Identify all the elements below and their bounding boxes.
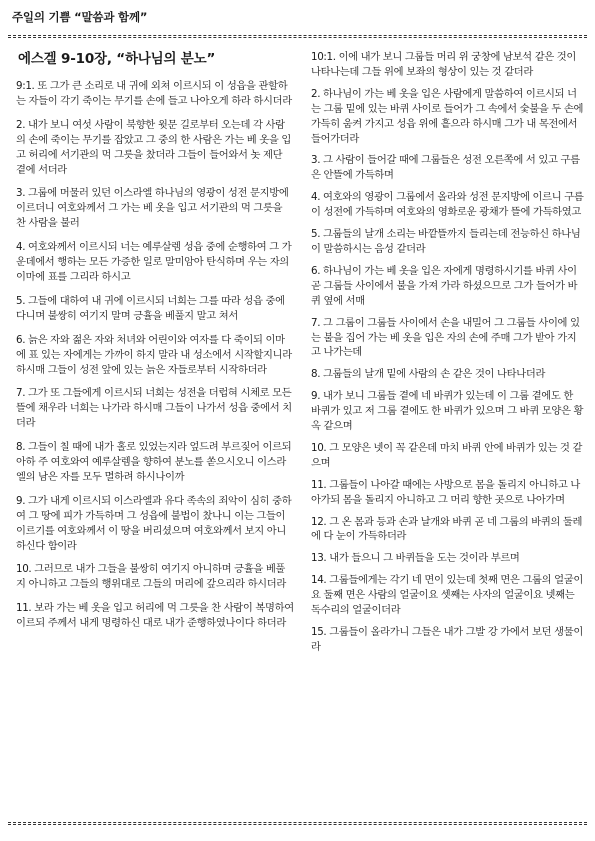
top-divider (8, 35, 587, 36)
verse-10-10: 10. 그 모양은 넷이 꼭 같은데 마치 바퀴 안에 바퀴가 있는 것 같으며 (311, 441, 583, 469)
verse-10-4: 4. 여호와의 영광이 그룹에서 올라와 성전 문지방에 이르니 구름이 성전에 가득하며 여호와의 영화로운 광채가 뜰에 가득하였고 (311, 191, 584, 219)
verse-10-14: 14. 그룹들에게는 각기 네 면이 있는데 첫째 면은 그룹의 얼굴이요 둘째 면은 사람의 얼굴이요 셋째는 사자의 얼굴이요 넷째는 독수리의 얼굴이더라 (311, 574, 583, 617)
verse-9-10: 10. 그러므로 내가 그들을 불쌍히 여기지 아니하며 긍휼을 베풀지 아니하고 그들의 행위대로 그들의 머리에 갚으리라 하시더라 (16, 563, 286, 591)
bottom-divider-secondary (8, 824, 587, 825)
verse-10-1: 10:1. 이에 내가 보니 그룹들 머리 위 궁창에 남보석 같은 것이 나타나는데 그들 위에 보좌의 형상이 있는 것 같더라 (311, 51, 577, 78)
verse-10-6: 6. 하나님이 가는 베 옷을 입은 자에게 명령하시기를 바퀴 사이 곧 그룹들 사이에서 불을 가져 가라 하셨으므로 그가 들어가 바퀴 옆에 서매 (311, 264, 578, 307)
left-column (16, 50, 294, 640)
verse-9-3: 3. 그룹에 머물러 있던 이스라엘 하나님의 영광이 성전 문지방에 이르더니 여호와께서 그 가는 베 옷을 입고 서기관의 먹 그릇을 찬 사람을 불러 (16, 187, 289, 230)
verse-10-13: 13. 내가 들으니 그 바퀴들을 도는 것이라 부르며 (311, 552, 520, 565)
chapter-title: 에스겔 9-10장, “하나님의 분노” (18, 51, 216, 67)
verse-10-12: 12. 그 온 몸과 등과 손과 날개와 바퀴 곧 네 그룹의 바퀴의 둘레에 다 눈이 가득하더라 (311, 515, 583, 543)
verse-9-6: 6. 늙은 자와 젊은 자와 처녀와 어린이와 여자를 다 죽이되 이마에 표 있는 자에게는 가까이 하지 말라 내 성소에서 시작할지니라 하시매 그들이 성전 앞에 있는 늙은 자들로부터 시작하더라 (16, 333, 292, 376)
right-column (311, 50, 585, 662)
top-divider-secondary (8, 37, 587, 38)
verse-10-11: 11. 그룹들이 나아갈 때에는 사방으로 몸을 돌리지 아니하고 나아가되 몸을 돌리지 아니하고 그 머리 향한 곳으로 나아가며 (311, 478, 581, 506)
verse-10-15: 15. 그룹들이 올라가니 그들은 내가 그발 강 가에서 보던 생물이라 (311, 626, 583, 653)
verse-10-2: 2. 하나님이 가는 베 옷을 입은 사람에게 말씀하여 이르시되 너는 그룹 밑에 있는 바퀴 사이로 들어가 그 속에서 숯불을 두 손에 가득히 움켜 가지고 성읍 위에 흩으라 하시매 그가 내 목전에서 들어가더라 (311, 87, 584, 145)
verse-10-9: 9. 내가 보니 그룹들 곁에 네 바퀴가 있는데 이 그룹 곁에도 한 바퀴가 있고 저 그룹 곁에도 한 바퀴가 있으며 그 바퀴 모양은 황옥 같으며 (311, 390, 584, 433)
verse-9-4: 4. 여호와께서 이르시되 너는 예루살렘 성읍 중에 순행하여 그 가운데에서 행하는 모든 가증한 일로 말미암아 탄식하며 우는 자의 이마에 표를 그리라 하시고 (16, 241, 292, 283)
verse-9-9: 9. 그가 내게 이르시되 이스라엘과 유다 족속의 죄악이 심히 중하여 그 땅에 피가 가득하며 그 성읍에 불법이 찼나니 이는 그들이 이르기를 여호와께서 이 땅을 버리셨으며 여호와께서 보지 아니하신다 함이라 (16, 494, 292, 552)
verse-9-8: 8. 그들이 칠 때에 내가 홀로 있었는지라 엎드려 부르짖어 이르되 아하 주 여호와여 예루살렘을 향하여 분노를 쏟으시오니 이스라엘의 남은 자를 모두 멸하려 하시나이까 (16, 441, 292, 483)
verse-9-1: 9:1. 또 그가 큰 소리로 내 귀에 외쳐 이르시되 이 성읍을 관할하는 자들이 각기 죽이는 무기를 손에 들고 나아오게 하라 하시더라 (16, 80, 292, 107)
bottom-divider (8, 822, 587, 823)
verse-10-3: 3. 그 사람이 들어갈 때에 그룹들은 성전 오른쪽에 서 있고 구름은 안뜰에 가득하며 (311, 154, 580, 182)
verse-9-7: 7. 그가 또 그들에게 이르시되 너희는 성전을 더럽혀 시체로 모든 뜰에 채우라 너희는 나가라 하시매 그들이 나가서 성읍 중에서 치더라 (16, 387, 292, 430)
verse-9-2: 2. 내가 보니 여섯 사람이 북향한 윗문 길로부터 오는데 각 사람의 손에 죽이는 무기를 잡았고 그 중의 한 사람은 가는 베 옷을 입고 허리에 서기관의 먹 그릇을 찼더라 그들이 들어와서 놋 제단 곁에 서더라 (16, 118, 291, 176)
verse-10-5: 5. 그룹들의 날개 소리는 바깥뜰까지 들리는데 전능하신 하나님이 말씀하시는 음성 같더라 (311, 228, 581, 255)
verse-10-7: 7. 그 그룹이 그룹들 사이에서 손을 내밀어 그 그룹들 사이에 있는 불을 집어 가는 베 옷을 입은 자의 손에 주매 그가 받아 가지고 나가는데 (311, 316, 580, 359)
page-header-title: 주일의 기쁨 “말씀과 함께” (12, 10, 148, 24)
verse-10-8: 8. 그룹들의 날개 밑에 사람의 손 같은 것이 나타나더라 (311, 368, 546, 381)
verse-9-11: 11. 보라 가는 베 옷을 입고 허리에 먹 그릇을 찬 사람이 복명하여 이르되 주께서 내게 명령하신 대로 내가 준행하였나이다 하더라 (16, 602, 294, 630)
verse-9-5: 5. 그들에 대하여 내 귀에 이르시되 너희는 그를 따라 성읍 중에 다니며 불쌍히 여기지 말며 긍휼을 베풀지 말고 쳐서 (16, 294, 285, 322)
